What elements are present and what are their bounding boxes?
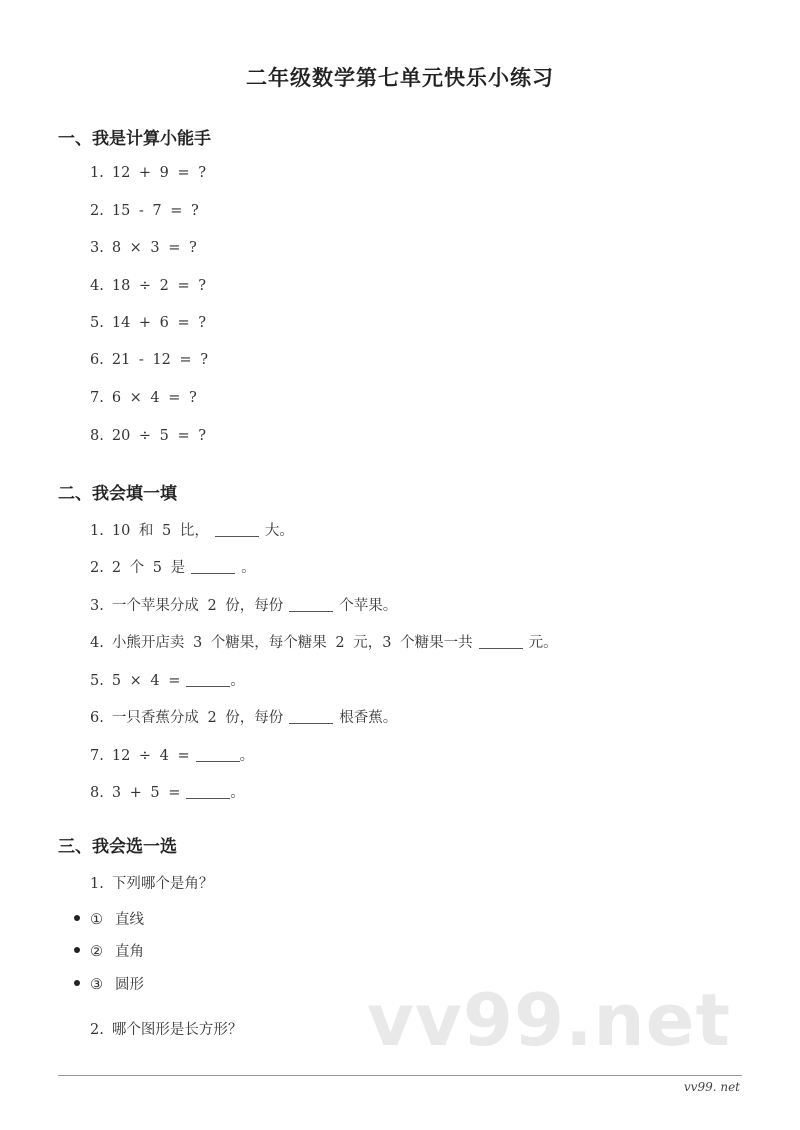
bullet-icon <box>74 947 80 953</box>
item-text-after: 。 <box>230 673 245 689</box>
option-mark: ③ <box>90 977 103 993</box>
answer-blank[interactable] <box>186 784 230 799</box>
item-number: 5. <box>90 673 104 689</box>
item-text-after: 个苹果。 <box>339 598 398 614</box>
item-text-before: 一个苹果分成 2 份，每份 <box>111 598 284 614</box>
item-number: 5. <box>90 315 104 331</box>
option-text: 圆形 <box>115 977 144 993</box>
question-text: 下列哪个是角？ <box>111 876 214 892</box>
footer-divider <box>58 1075 742 1076</box>
item-text: 20 ÷ 5 = ? <box>111 428 207 444</box>
option-text: 直线 <box>115 912 144 928</box>
footer-site-label: vv99. net <box>683 1080 740 1094</box>
fill-item <box>90 556 256 577</box>
item-number: 6. <box>90 352 104 368</box>
item-text: 14 + 6 = ? <box>111 315 207 331</box>
option-mark: ② <box>90 944 103 960</box>
item-number: 1. <box>90 876 104 892</box>
calc-item <box>90 278 206 294</box>
section-heading-fill-blank: 二、我会填一填 <box>58 484 177 504</box>
item-number: 7. <box>90 390 104 406</box>
item-number: 3. <box>90 240 104 256</box>
answer-blank[interactable] <box>196 747 240 762</box>
fill-item <box>90 781 245 802</box>
item-number: 1. <box>90 165 104 181</box>
item-text-before: 2 个 5 是 <box>111 560 186 576</box>
item-number: 1. <box>90 523 104 539</box>
option-text: 直角 <box>115 944 144 960</box>
item-text-before: 12 ÷ 4 = <box>111 748 190 764</box>
calc-item <box>90 390 197 406</box>
choice-option[interactable] <box>74 940 144 961</box>
item-number: 6. <box>90 710 104 726</box>
fill-item <box>90 594 397 615</box>
item-number: 2. <box>90 1022 104 1038</box>
page-title: 二年级数学第七单元快乐小练习 <box>246 65 554 90</box>
item-text-after: 大。 <box>264 523 294 539</box>
answer-blank[interactable] <box>215 522 259 537</box>
item-number: 2. <box>90 560 104 576</box>
calc-item <box>90 165 206 181</box>
item-text-before: 小熊开店卖 3 个糖果，每个糖果 2 元，3 个糖果一共 <box>111 635 473 651</box>
calc-item <box>90 203 199 219</box>
item-text-before: 5 × 4 = <box>111 673 181 689</box>
calc-item <box>90 428 206 444</box>
answer-blank[interactable] <box>191 559 235 574</box>
item-text: 12 + 9 = ? <box>111 165 207 181</box>
answer-blank[interactable] <box>186 672 230 687</box>
question-text: 哪个图形是长方形？ <box>111 1022 243 1038</box>
item-text: 21 - 12 = ? <box>111 352 209 368</box>
item-text: 15 - 7 = ? <box>111 203 199 219</box>
section-heading-multiple-choice: 三、我会选一选 <box>58 837 177 857</box>
item-number: 8. <box>90 785 104 801</box>
fill-item <box>90 669 245 690</box>
fill-item <box>90 631 558 652</box>
item-text-after: 根香蕉。 <box>339 710 398 726</box>
item-text-before: 10 和 5 比， <box>111 523 209 539</box>
choice-question <box>90 1018 242 1039</box>
fill-item <box>90 744 254 765</box>
answer-blank[interactable] <box>479 634 523 649</box>
calc-item <box>90 315 206 331</box>
item-text-after: 元。 <box>528 635 558 651</box>
calc-item <box>90 240 197 256</box>
item-text: 8 × 3 = ? <box>111 240 197 256</box>
choice-question <box>90 872 213 893</box>
item-text-after: 。 <box>239 748 255 764</box>
choice-option[interactable] <box>74 973 144 994</box>
item-number: 7. <box>90 748 104 764</box>
option-mark: ① <box>90 912 103 928</box>
bullet-icon <box>74 915 80 921</box>
item-number: 2. <box>90 203 104 219</box>
item-number: 4. <box>90 635 104 651</box>
answer-blank[interactable] <box>289 709 333 724</box>
item-number: 8. <box>90 428 104 444</box>
bullet-icon <box>74 980 80 986</box>
fill-item <box>90 706 397 727</box>
item-text-after: 。 <box>230 785 245 801</box>
item-text: 6 × 4 = ? <box>111 390 197 406</box>
item-text-after: 。 <box>241 560 256 576</box>
item-text: 18 ÷ 2 = ? <box>111 278 207 294</box>
item-number: 4. <box>90 278 104 294</box>
section-heading-calculation: 一、我是计算小能手 <box>58 129 211 149</box>
choice-option[interactable] <box>74 908 144 929</box>
item-text-before: 一只香蕉分成 2 份，每份 <box>111 710 284 726</box>
calc-item <box>90 352 208 368</box>
fill-item <box>90 519 294 540</box>
answer-blank[interactable] <box>289 597 333 612</box>
item-number: 3. <box>90 598 104 614</box>
item-text-before: 3 + 5 = <box>111 785 181 801</box>
watermark: vv99.net <box>367 978 731 1062</box>
